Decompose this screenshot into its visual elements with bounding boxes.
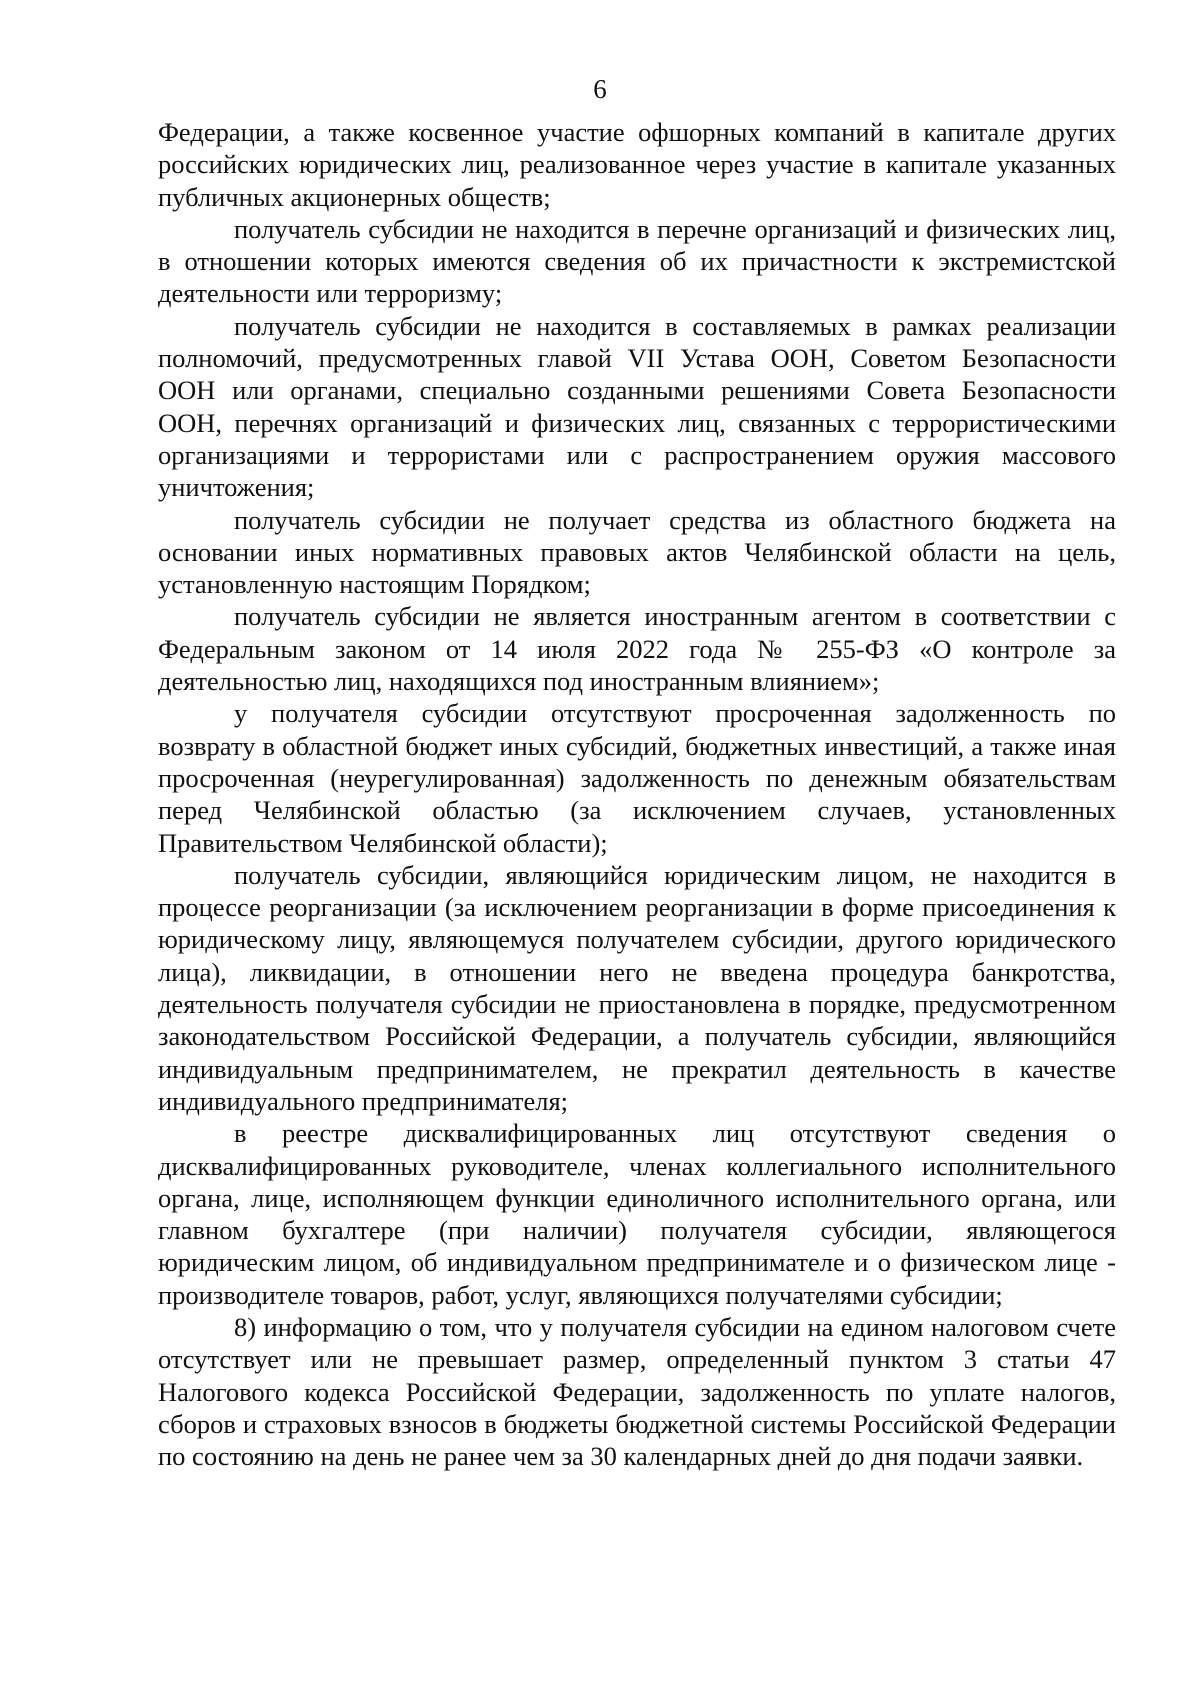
paragraph-item-8-tax: 8) информацию о том, что у получателя субсидии на едином налоговом счете отсутствует или не превышает размер, определенный пунктом 3 статьи 47 Налогового кодекса Российской Федерации, задолженность по уплате налогов, сборов и страховых взносов в бюджеты бюджетной системы Российской Федерации по состоянию на день не ранее чем за 30 календарных дней до дня подачи заявки. — [158, 1311, 1116, 1472]
paragraph-disqualified-registry: в реестре дисквалифицированных лиц отсутствуют сведения о дисквалифицированных руководителе, членах коллегиального исполнительного органа, лице, исполняющем функции единоличного исполнительного органа, или главном бухгалтере (при наличии) получателя субсидии, являющегося юридическим лицом, об индивидуальном предпринимателе и о физическом лице - производителе товаров, работ, услуг, являющихся получателями субсидии; — [158, 1118, 1116, 1310]
paragraph-continuation: Федерации, а также косвенное участие офшорных компаний в капитале других российских юридических лиц, реализованное через участие в капитале указанных публичных акционерных обществ; — [158, 117, 1116, 212]
document-body — [158, 116, 1116, 1472]
paragraph-foreign-agent: получатель субсидии не является иностранным агентом в соответствии с Федеральным законом от 14 июля 2022 года № 255-ФЗ «О контроле за деятельностью лиц, находящихся под иностранным влиянием»; — [158, 601, 1116, 697]
page-number: 6 — [593, 74, 607, 104]
paragraph-extremism-list: получатель субсидии не находится в перечне организаций и физических лиц, в отношении которых имеются сведения об их причастности к экстремистской деятельности или терроризму; — [158, 213, 1116, 309]
paragraph-un-list: получатель субсидии не находится в составляемых в рамках реализации полномочий, предусмотренных главой VII Устава ООН, Советом Безопасности ООН или органами, специально созданными решениями Совета Безопасности ООН, перечнях организаций и физических лиц, связанных с террористическими организациями и террористами или с распространением оружия массового уничтожения; — [158, 310, 1116, 503]
paragraph-reorganization: получатель субсидии, являющийся юридическим лицом, не находится в процессе реорганизации (за исключением реорганизации в форме присоединения к юридическому лицу, являющемуся получателем субсидии, другого юридического лица), ликвидации, в отношении него не введена процедура банкротства, деятельность получателя субсидии не приостановлена в порядке, предусмотренном законодательством Российской Федерации, а получатель субсидии, являющийся индивидуальным предпринимателем, не прекратил деятельность в качестве индивидуального предпринимателя; — [158, 859, 1116, 1116]
paragraph-other-funds: получатель субсидии не получает средства из областного бюджета на основании иных нормативных правовых актов Челябинской области на цель, установленную настоящим Порядком; — [158, 504, 1116, 600]
paragraph-overdue-debt: у получателя субсидии отсутствуют просроченная задолженность по возврату в областной бюджет иных субсидий, бюджетных инвестиций, а также иная просроченная (неурегулированная) задолженность по денежным обязательствам перед Челябинской областью (за исключением случаев, установленных Правительством Челябинской области); — [158, 698, 1116, 858]
